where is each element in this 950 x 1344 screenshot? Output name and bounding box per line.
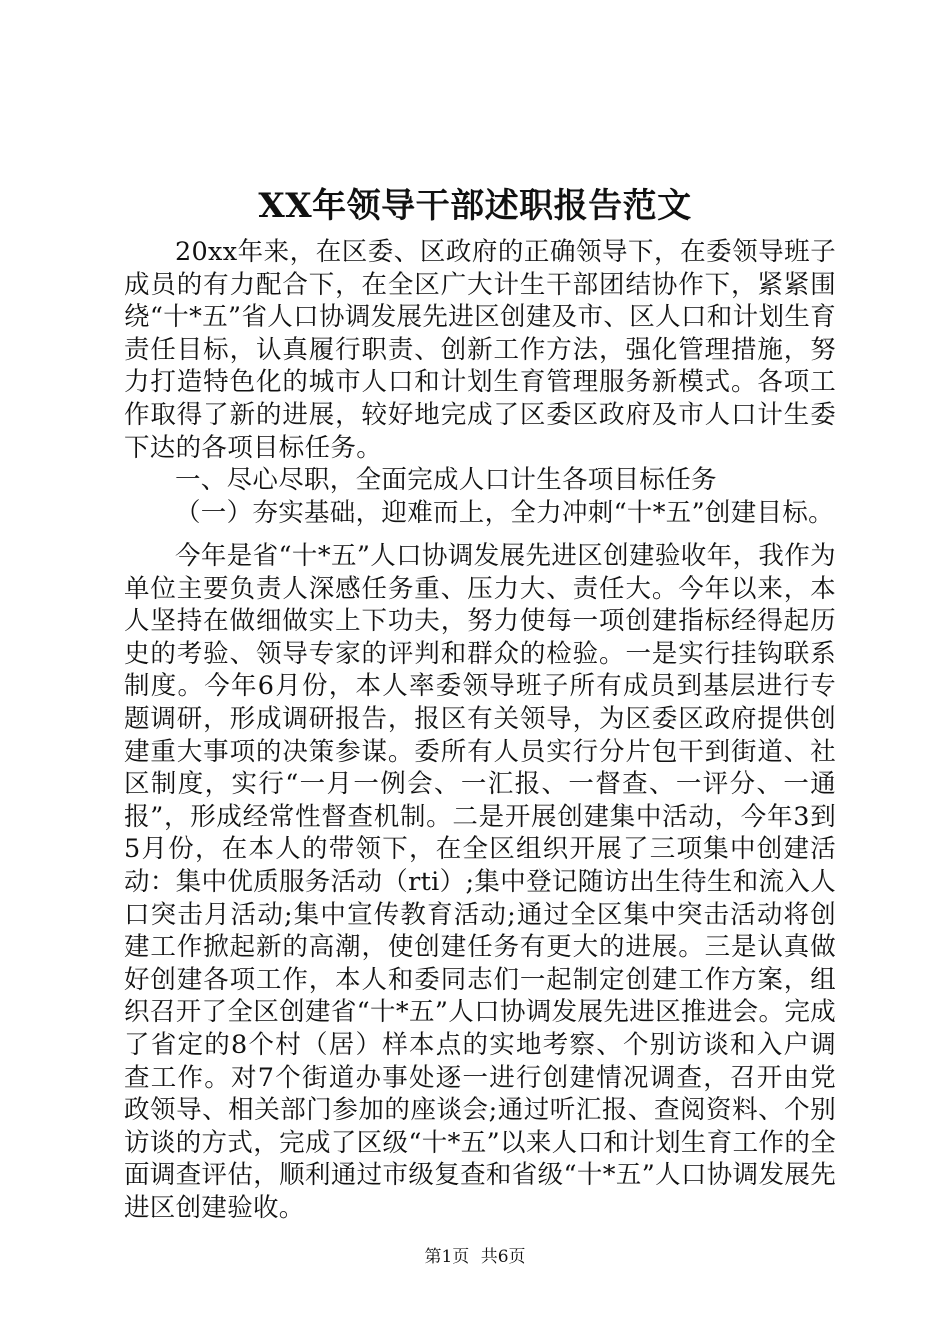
main-paragraph: 今年是省“十*五”人口协调发展先进区创建验收年，我作为单位主要负责人深感任务重、压力大、责任大。今年以来，本人坚持在做细做实上下功夫，努力使每一项创建指标经得起历史的考验、领导专家的评判和群众的检验。一是实行挂钩联系制度。今年6月份，本人率委领导班子所有成员到基层进行专题调研，形成调研报告，报区有关领导，为区委区政府提供创建重大事项的决策参谋。委所有人员实行分片包干到街道、社区制度，实行“一月一例会、一汇报、一督查、一评分、一通报”，形成经常性督查机制。二是开展创建集中活动，今年3到5月份，在本人的带领下，在全区组织开展了三项集中创建活动：集中优质服务活动（rti）;集中登记随访出生待生和流入人口突击月活动;集中宣传教育活动;通过全区集中突击活动将创建工作掀起新的高潮，使创建任务有更大的进展。三是认真做好创建各项工作，本人和委同志们一起制定创建工作方案，组织召开了全区创建省“十*五”人口协调发展先进区推进会。完成了省定的8个村（居）样本点的实地考察、个别访谈和入户调查工作。对7个街道办事处逐一进行创建情况调查，召开由党政领导、相关部门参加的座谈会;通过听汇报、查阅资料、个别访谈的方式，完成了区级“十*五”以来人口和计划生育工作的全面调查评估，顺利通过市级复查和省级“十*五”人口协调发展先进区创建验收。 — [124, 541, 836, 1223]
intro-paragraph: 20xx年来，在区委、区政府的正确领导下，在委领导班子成员的有力配合下，在全区广大计生干部团结协作下，紧紧围绕“十*五”省人口协调发展先进区创建及市、区人口和计划生育责任目标，认真履行职责、创新工作方法，强化管理措施，努力打造特色化的城市人口和计划生育管理服务新模式。各项工作取得了新的进展，较好地完成了区委区政府及市人口计生委下达的各项目标任务。 — [124, 237, 836, 463]
section-heading: 一、尽心尽职，全面完成人口计生各项目标任务 — [175, 465, 717, 496]
subsection-heading: （一）夯实基础，迎难而上，全力冲刺“十*五”创建目标。 — [175, 497, 834, 528]
page-footer: 第1页 共6页 — [424, 1247, 526, 1267]
main-block — [124, 540, 836, 1224]
document-title: XX年领导干部述职报告范文 — [258, 186, 692, 226]
intro-block — [124, 236, 836, 529]
